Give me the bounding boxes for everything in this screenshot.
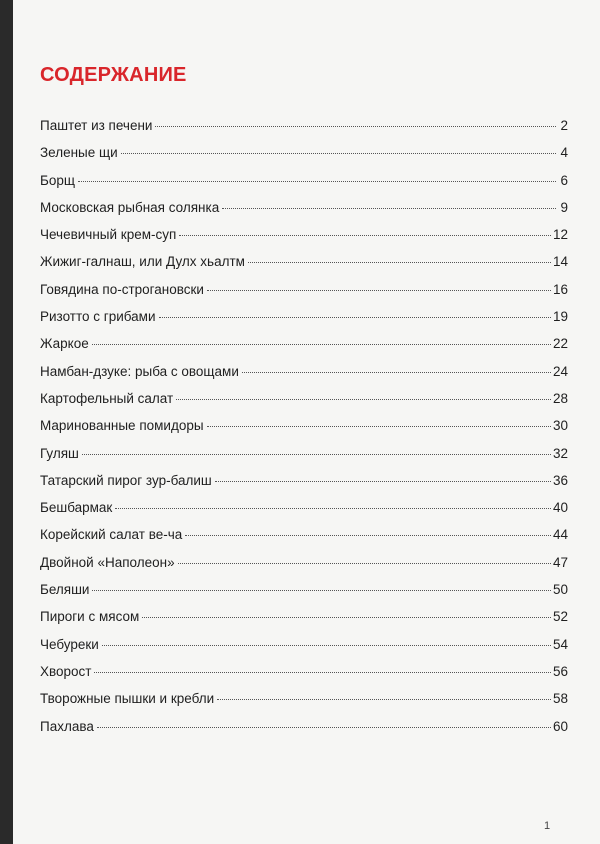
toc-entry-page-number: 50: [552, 582, 568, 598]
dot-leader: [142, 617, 551, 618]
dot-leader: [179, 235, 551, 236]
toc-entry-page-number: 60: [552, 718, 568, 734]
toc-entry[interactable]: [40, 418, 568, 445]
dot-leader: [155, 126, 556, 127]
toc-entry[interactable]: [40, 173, 568, 200]
toc-entry-page-number: 54: [552, 636, 568, 652]
document-page: [13, 0, 600, 844]
dot-leader: [159, 317, 551, 318]
toc-entry-page-number: 30: [552, 418, 568, 434]
toc-entry-label: Зеленые щи: [40, 145, 118, 161]
dot-leader: [207, 426, 551, 427]
dot-leader: [92, 590, 550, 591]
toc-entry-label: Чебуреки: [40, 636, 99, 652]
toc-entry-label: Московская рыбная солянка: [40, 199, 220, 215]
toc-entry-label: Корейский салат ве-ча: [40, 527, 183, 543]
toc-entry-label: Ризотто с грибами: [40, 309, 156, 325]
dot-leader: [248, 262, 551, 263]
dot-leader: [242, 372, 551, 373]
toc-entry-label: Жаркое: [40, 336, 89, 352]
toc-entry[interactable]: [40, 309, 568, 336]
toc-entry-page-number: 14: [552, 254, 568, 270]
toc-entry-page-number: 6: [560, 172, 568, 188]
toc-entry-page-number: 47: [552, 554, 568, 570]
toc-entry-label: Творожные пышки и кребли: [40, 691, 215, 707]
toc-entry-page-number: 44: [552, 527, 568, 543]
toc-entry-label: Маринованные помидоры: [40, 418, 204, 434]
toc-entry[interactable]: [40, 582, 568, 609]
page-number: 1: [544, 820, 551, 832]
dot-leader: [92, 344, 551, 345]
toc-entry-label: Борщ: [40, 172, 75, 188]
toc-entry[interactable]: [40, 527, 568, 554]
toc-entry-page-number: 36: [552, 472, 568, 488]
table-of-contents: [40, 118, 568, 746]
toc-entry[interactable]: [40, 200, 568, 227]
toc-entry-label: Картофельный салат: [40, 390, 174, 406]
toc-entry-page-number: 2: [560, 118, 568, 133]
page-title: СОДЕРЖАНИЕ: [40, 64, 187, 86]
toc-entry[interactable]: [40, 473, 568, 500]
toc-entry-label: Гуляш: [40, 445, 79, 461]
toc-entry-label: Беляши: [40, 582, 90, 598]
toc-entry[interactable]: [40, 691, 568, 718]
dot-leader: [176, 399, 551, 400]
dot-leader: [207, 290, 551, 291]
toc-entry-label: Хворост: [40, 663, 92, 679]
toc-entry[interactable]: [40, 719, 568, 746]
toc-entry-label: Двойной «Наполеон»: [40, 554, 175, 570]
dot-leader: [82, 454, 551, 455]
toc-entry-page-number: 32: [552, 445, 568, 461]
toc-entry-label: Намбан-дзуке: рыба с овощами: [40, 363, 239, 379]
toc-entry-page-number: 56: [552, 663, 568, 679]
toc-entry[interactable]: [40, 664, 568, 691]
toc-entry-page-number: 28: [552, 390, 568, 406]
toc-entry-label: Чечевичный крем-суп: [40, 227, 177, 243]
dot-leader: [217, 699, 551, 700]
toc-entry[interactable]: [40, 145, 568, 172]
toc-entry-label: Жижиг-галнаш, или Дулх хьалтм: [40, 254, 245, 270]
toc-entry-label: Говядина по-строгановски: [40, 281, 204, 297]
dot-leader: [115, 508, 551, 509]
toc-entry[interactable]: [40, 609, 568, 636]
toc-entry[interactable]: [40, 364, 568, 391]
dot-leader: [178, 563, 551, 564]
dot-leader: [102, 645, 551, 646]
toc-entry-page-number: 9: [560, 199, 568, 215]
toc-entry-page-number: 12: [552, 227, 568, 243]
toc-entry[interactable]: [40, 227, 568, 254]
toc-entry-page-number: 4: [560, 145, 568, 161]
toc-entry-page-number: 52: [552, 609, 568, 625]
dot-leader: [94, 672, 550, 673]
toc-entry[interactable]: [40, 254, 568, 281]
toc-entry[interactable]: [40, 118, 568, 145]
toc-entry-label: Пироги с мясом: [40, 609, 140, 625]
dot-leader: [121, 153, 556, 154]
toc-entry-page-number: 22: [552, 336, 568, 352]
toc-entry-label: Бешбармак: [40, 500, 113, 516]
dot-leader: [97, 727, 551, 728]
dot-leader: [215, 481, 551, 482]
toc-entry[interactable]: [40, 336, 568, 363]
toc-entry-label: Татарский пирог зур-балиш: [40, 472, 212, 488]
toc-entry-page-number: 16: [552, 281, 568, 297]
toc-entry-label: Паштет из печени: [40, 118, 153, 133]
toc-entry-page-number: 24: [552, 363, 568, 379]
toc-entry[interactable]: [40, 500, 568, 527]
toc-entry[interactable]: [40, 637, 568, 664]
dot-leader: [222, 208, 556, 209]
toc-entry[interactable]: [40, 555, 568, 582]
toc-entry-page-number: 40: [552, 500, 568, 516]
dot-leader: [78, 181, 556, 182]
toc-entry[interactable]: [40, 446, 568, 473]
toc-entry[interactable]: [40, 282, 568, 309]
toc-entry-page-number: 58: [552, 691, 568, 707]
dot-leader: [185, 535, 551, 536]
toc-entry-page-number: 19: [552, 309, 568, 325]
toc-entry[interactable]: [40, 391, 568, 418]
toc-entry-label: Пахлава: [40, 718, 94, 734]
